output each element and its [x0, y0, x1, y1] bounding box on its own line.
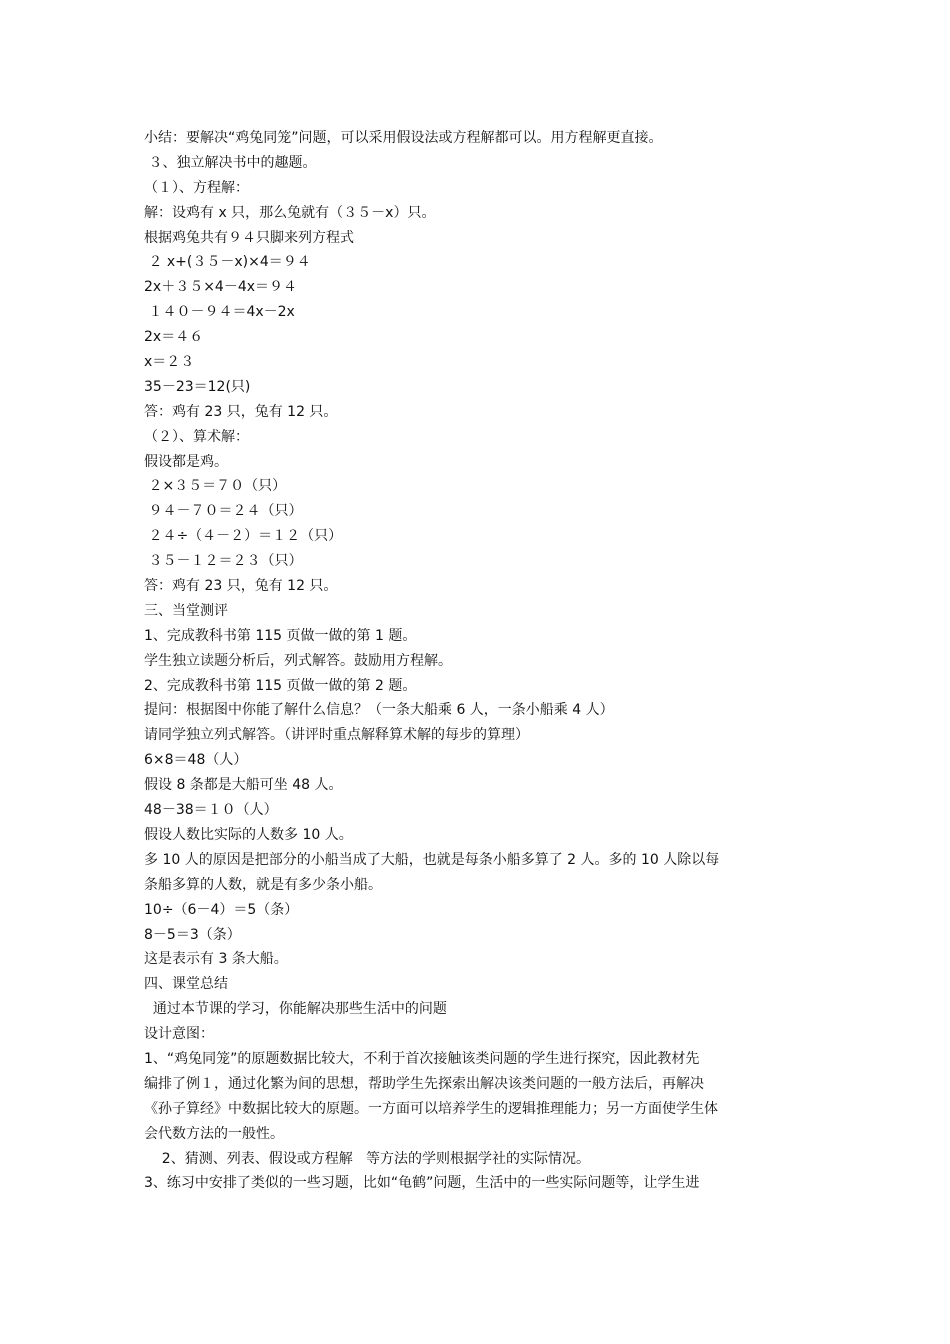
- text-line: 2、猜测、列表、假设或方程解 等方法的学则根据学社的实际情况。: [144, 1150, 591, 1167]
- text-line: 8－5＝3（条）: [144, 926, 241, 943]
- text-line: 6×8＝48（人）: [144, 752, 248, 769]
- text-line: 通过本节课的学习，你能解决那些生活中的问题: [144, 1001, 447, 1018]
- text-line: 设计意图：: [144, 1026, 214, 1043]
- text-line: 学生独立读题分析后，列式解答。鼓励用方程解。: [144, 652, 452, 669]
- section-heading: 三、当堂测评: [144, 602, 228, 619]
- text-line: 假设 8 条都是大船可坐 48 人。: [144, 777, 343, 794]
- text-line: 35－23＝12(只): [144, 378, 251, 395]
- text-line: 答：鸡有 23 只，兔有 12 只。: [144, 403, 338, 420]
- text-line: ９４－７０＝２４（只）: [144, 503, 303, 520]
- text-line: 2x＝４６: [144, 329, 204, 346]
- text-line: ３、独立解决书中的趣题。: [144, 154, 317, 171]
- text-line: 2、完成教科书第 115 页做一做的第 2 题。: [144, 677, 417, 694]
- text-line: 请同学独立列式解答。（讲评时重点解释算术解的每步的算理）: [144, 727, 529, 744]
- text-line: （２）、算术解：: [144, 428, 249, 445]
- text-line: 条船多算的人数，就是有多少条小船。: [144, 876, 382, 893]
- text-line: 3、练习中安排了类似的一些习题，比如“龟鹤”问题，生活中的一些实际问题等，让学生进: [144, 1175, 700, 1192]
- section-heading: 四、课堂总结: [144, 976, 228, 993]
- text-line: 2x＋３５×4－4x＝９４: [144, 279, 298, 296]
- text-line: 答：鸡有 23 只，兔有 12 只。: [144, 578, 338, 595]
- text-line: 《孙子算经》中数据比较大的原题。一方面可以培养学生的逻辑推理能力；另一方面使学生体: [144, 1100, 718, 1117]
- text-line: 根据鸡兔共有９４只脚来列方程式: [144, 229, 354, 246]
- text-line: 提问：根据图中你能了解什么信息？（一条大船乘 6 人，一条小船乘 4 人）: [144, 702, 614, 719]
- text-line: １４０－９４＝4x－2x: [144, 304, 295, 321]
- text-line: 这是表示有 3 条大船。: [144, 951, 288, 968]
- text-line: ２４÷（４－２）＝１２（只）: [144, 528, 343, 545]
- document-page: [144, 126, 814, 1196]
- text-line: 编排了例１，通过化繁为间的思想，帮助学生先探索出解决该类问题的一般方法后，再解决: [144, 1075, 704, 1092]
- text-line: x＝２３: [144, 354, 195, 371]
- text-line: ２×３５＝７０（只）: [144, 478, 287, 495]
- text-line: 会代数方法的一般性。: [144, 1125, 284, 1142]
- text-line: 多 10 人的原因是把部分的小船当成了大船，也就是每条小船多算了 2 人。多的 10 人除以每: [144, 851, 720, 868]
- text-line: 48－38＝１０（人）: [144, 802, 278, 819]
- text-line: 假设人数比实际的人数多 10 人。: [144, 826, 353, 843]
- text-line: （１）、方程解：: [144, 179, 249, 196]
- text-line: 10÷（6－4）＝5（条）: [144, 901, 299, 918]
- text-line: ３５－１２＝２３（只）: [144, 553, 303, 570]
- text-line: ２ x+(３５－x)×4＝９４: [144, 254, 311, 271]
- text-line: 1、完成教科书第 115 页做一做的第 1 题。: [144, 627, 417, 644]
- text-line: 假设都是鸡。: [144, 453, 228, 470]
- text-line: 1、“鸡兔同笼”的原题数据比较大，不利于首次接触该类问题的学生进行探究，因此教材先: [144, 1050, 700, 1067]
- text-line: 解：设鸡有 x 只，那么兔就有（３５－x）只。: [144, 204, 436, 221]
- text-line: 小结：要解决“鸡兔同笼”问题，可以采用假设法或方程解都可以。用方程解更直接。: [144, 130, 663, 146]
